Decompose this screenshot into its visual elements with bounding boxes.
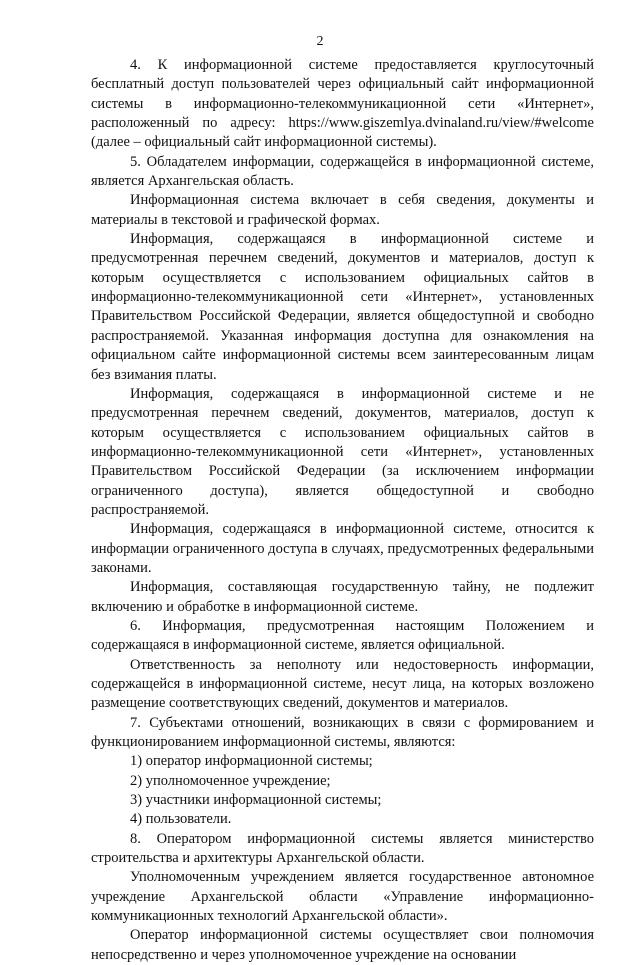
paragraph-state-secret: Информация, составляющая государственную тайну, не подлежит включению и обработке в информационной системе. bbox=[91, 579, 594, 615]
paragraph-item-4-portal-access: 4. К информационной системе предоставляется круглосуточный бесплатный доступ пользователей через официальный сайт информационной системы в информационно-телекоммуникационной сети «Интернет», расположенный по адресу: https://www.giszemlya.dvinaland.ru/view/#welcome (далее – официальный сайт информационной системы). bbox=[91, 57, 594, 151]
list-item-operator: 1) оператор информационной системы; bbox=[130, 753, 373, 770]
paragraph-item-5-information-owner: 5. Обладателем информации, содержащейся в информационной системе, является Архангельская область. bbox=[91, 153, 594, 190]
list-item-users: 4) пользователи. bbox=[130, 811, 232, 828]
paragraph-restricted-information: Информация, содержащаяся в информационной системе, относится к информации ограниченного доступа в случаях, предусмотренных федеральными законами. bbox=[91, 521, 594, 576]
paragraph-other-public-information: Информация, содержащаяся в информационной системе и не предусмотренная перечнем сведений, документов, материалов, доступ к которым осуществляется с использованием официальных сайтов в информационно-телекоммуникационной сети «Интернет», установленных Правительством Российской Федерации (за исключением информации ограниченного доступа), является общедоступной и свободно распространяемой. bbox=[91, 385, 594, 518]
paragraph-public-information: Информация, содержащаяся в информационной системе и предусмотренная перечнем сведений, документов и материалов, доступ к которым осуществляется с использованием официальных сайтов в информационно-телекоммуникационной сети «Интернет», установленных Правительством Российской Федерации, является общедоступной и свободно распространяемой. Указанная информация доступна для ознакомления на официальном сайте информационной системы всем заинтересованным лицам без взимания платы. bbox=[91, 231, 594, 383]
paragraph-responsibility: Ответственность за неполноту или недостоверность информации, содержащейся в информационной системе, несут лица, на которых возложено размещение соответствующих сведений, документов и материалов. bbox=[91, 656, 594, 712]
page-number: 2 bbox=[316, 34, 324, 49]
paragraph-item-7-subjects: 7. Субъектами отношений, возникающих в связи с формированием и функционированием информационной системы, являются: bbox=[91, 714, 594, 751]
list-item-participants: 3) участники информационной системы; bbox=[130, 792, 382, 809]
paragraph-item-8-operator: 8. Оператором информационной системы является министерство строительства и архитектуры Архангельской области. bbox=[91, 830, 594, 867]
list-item-authorized-institution: 2) уполномоченное учреждение; bbox=[130, 772, 331, 789]
paragraph-operator-powers: Оператор информационной системы осуществляет свои полномочия непосредственно и через уполномоченное учреждение на основании bbox=[91, 927, 594, 963]
paragraph-authorized-institution: Уполномоченным учреждением является государственное автономное учреждение Архангельской области «Управление информационно-коммуникационных технологий Архангельской области». bbox=[91, 869, 594, 925]
document-body bbox=[91, 56, 594, 965]
paragraph-system-contents: Информационная система включает в себя сведения, документы и материалы в текстовой и графической формах. bbox=[91, 192, 594, 228]
paragraph-item-6-official-information: 6. Информация, предусмотренная настоящим Положением и содержащаяся в информационной системе, является официальной. bbox=[91, 617, 594, 654]
